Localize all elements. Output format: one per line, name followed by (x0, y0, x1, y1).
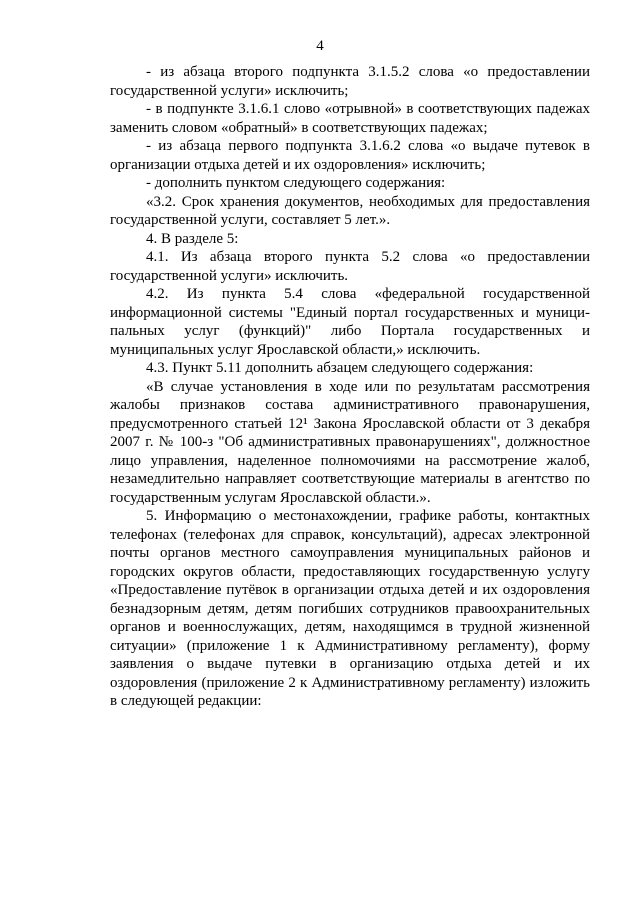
paragraph: 4.1. Из абзаца второго пункта 5.2 слова «о предоставлении государственной услуги» исключить. (110, 249, 590, 284)
paragraph: 5. Информацию о местонахождении, графике работы, контактных телефонах (телефонах для справок, консультаций), адресах электронной почты органов местного самоуправления муниципальных районов и городских округов области, предоставляющих государственную услугу «Предоставление путёвок в организации отдыха детей и их оздоровления безнадзорным детям, детям погибших сотрудников правоохранительных органов и военнослужащих, детям, находящимся в трудной жизненной ситуации» (приложение 1 к Административному регламенту), форму заявления о выдаче путевки в организацию отдыха детей и их оздоровления (приложение 2 к Административному регламенту) изложить в следующей редакции: (110, 508, 590, 709)
paragraph: 4. В разделе 5: (146, 230, 239, 247)
paragraph: 4.3. Пункт 5.11 дополнить абзацем следующего содержания: (146, 360, 534, 376)
paragraph: «В случае установления в ходе или по результатам рассмотрения жалобы признаков состава административного правонарушения, предусмотренного статьей 12¹ Закона Ярославской области от 3 декабря 2007 г. № 100-з "Об административных правонарушениях", должностное лицо управления, наделенное полномочиями на рассмотрение жалоб, незамедлительно направляет соответствующие материалы в агентство по государственным услугам Ярославской области.». (110, 378, 590, 506)
paragraph: - дополнить пунктом следующего содержания: (146, 175, 446, 191)
paragraph: - из абзаца первого подпункта 3.1.6.2 слова «о выдаче путевок в организации отдыха детей и их оздоровления» исключить; (110, 138, 590, 173)
paragraph: - из абзаца второго подпункта 3.1.5.2 слова «о предоставлении государственной услуги» исключить; (110, 64, 590, 99)
paragraph: «3.2. Срок хранения документов, необходимых для предоставления государственной услуги, составляет 5 лет.». (110, 193, 590, 228)
paragraph: - в подпункте 3.1.6.1 слово «отрывной» в соответствующих падежах заменить словом «обратный» в соответствующих падежах; (110, 101, 590, 136)
paragraph: 4.2. Из пункта 5.4 слова «федеральной государственной информационной системы "Единый портал государственных и муници-пальных услуг (функций)" либо Портала государственных и муниципальных услуг Ярославской области,» исключить. (110, 286, 590, 358)
page-number: 4 (316, 38, 324, 54)
document-body (110, 63, 590, 711)
